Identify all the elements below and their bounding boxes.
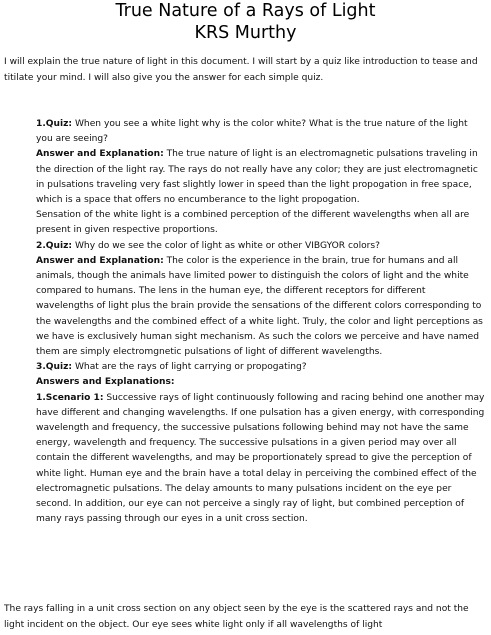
quiz-2-question: Why do we see the color of light as white or other VIBGYOR colors?	[72, 240, 380, 251]
quiz-1-question: When you see a white light why is the color white? What is the true nature of the light you are seeing?	[36, 119, 468, 145]
quiz-3-label: 3.Quiz:	[36, 362, 73, 373]
answer-3-heading: Answers and Explanations:	[36, 377, 175, 388]
answer-1	[36, 147, 485, 208]
intro-paragraph: I will explain the true nature of light in this document. I will start by a quiz like introduction to tease and titilate your mind. I will also give you the answer for each simple quiz.	[4, 57, 478, 83]
answer-2-text: The color is the experience in the brain, true for humans and all animals, though the animals have limited power to distinguish the colors of light and the white compared to humans. The lens in the human eye, the different receptors for different wavelengths of light plus the brain provide the sensations of the different colors corresponding to the wavelengths and the combined effect of a white light. Truly, the color and light perceptions as we have is exclusively human sight mechanism. As such the colors we perceive and have named them are simply electromgnetic pulsations of light of different wavelengths.	[36, 255, 483, 358]
quiz-2-label: 2.Quiz:	[36, 240, 73, 251]
answer-2-label: Answer and Explanation:	[36, 255, 164, 266]
quiz-section	[36, 117, 485, 527]
quiz-3	[36, 360, 485, 375]
answer-1-extra: Sensation of the white light is a combined perception of the different wavelengths when all are present in given respective proportions.	[36, 210, 470, 236]
document-author: KRS Murthy	[194, 23, 297, 43]
answer-1-text: The true nature of light is an electromagnetic pulsations traveling in the direction of the light ray. The rays do not really have any color; they are just electromagnetic in pulsations traveling very fast slightly lower in speed than the light propogation in free space, which is a space that offers no encumberance to the light propogation.	[36, 149, 478, 206]
quiz-1	[36, 117, 485, 147]
quiz-1-label: 1.Quiz:	[36, 119, 73, 129]
answer-1-label: Answer and Explanation:	[36, 149, 164, 160]
document-title: True Nature of a Rays of Light	[115, 1, 376, 21]
quiz-2	[36, 239, 485, 254]
quiz-3-question: What are the rays of light carrying or propogating?	[72, 362, 307, 373]
scenario-1-label: 1.Scenario 1:	[36, 392, 104, 403]
answer-3-label	[36, 375, 485, 390]
answer-2	[36, 254, 485, 360]
scenario-1-text: Successive rays of light continuously following and racing behind one another may have different and changing wavelengths. If one pulsation has a given energy, with corresponding wavelength and frequency, the successive pulsations following behind may not have the same energy, wavelength and frequency. The successive pulsations in a given period may over all contain the different wavelengths, and may be proportionately spread to give the perception of white light. Human eye and the brain have a total delay in perceiving the combined effect of the electromagnetic pulsations. The delay amounts to many pulsations incident on the eye per second. In addition, our eye can not perceive a singly ray of light, but combined perception of many rays passing through our eyes in a unit cross section.	[36, 392, 485, 525]
scenario-1	[36, 391, 485, 528]
closing-paragraph: The rays falling in a unit cross section on any object seen by the eye is the scattered rays and not the light incident on the object. Our eye sees white light only if all wavelengths of light	[4, 604, 469, 630]
